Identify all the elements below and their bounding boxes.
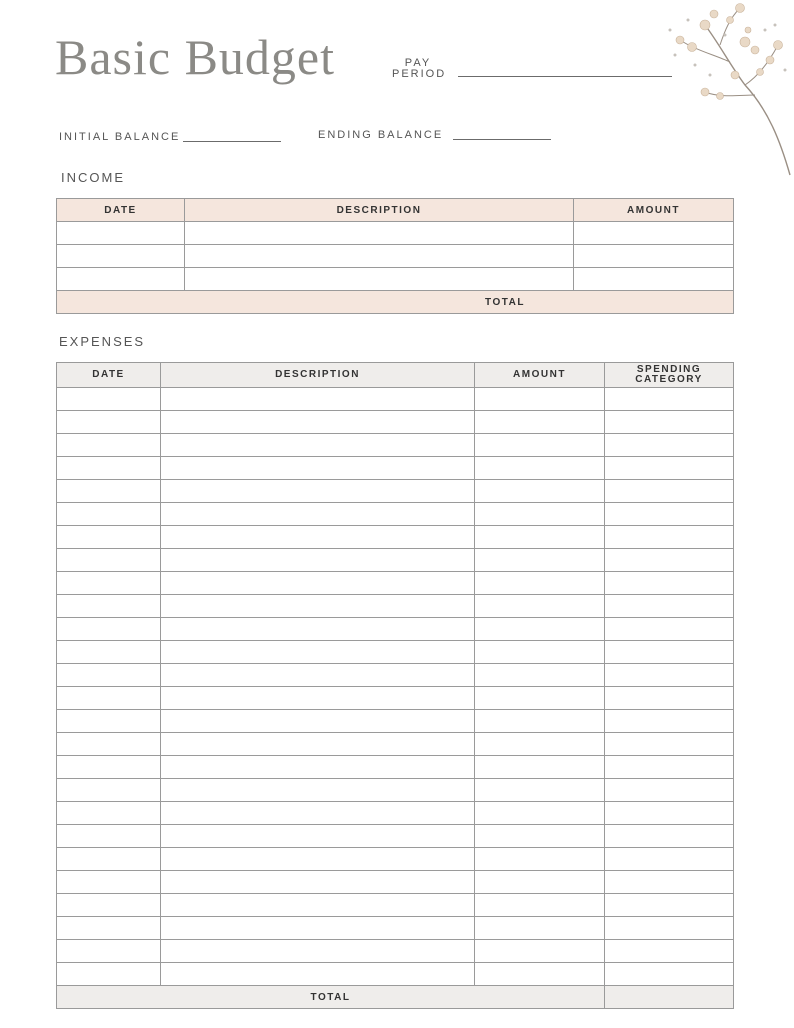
expense-description-cell[interactable] xyxy=(161,802,475,825)
table-row xyxy=(57,503,734,526)
expense-amount-cell[interactable] xyxy=(475,871,605,894)
expense-category-cell[interactable] xyxy=(605,595,734,618)
table-row xyxy=(57,526,734,549)
expense-description-cell[interactable] xyxy=(161,434,475,457)
expense-description-cell[interactable] xyxy=(161,388,475,411)
expenses-header-row xyxy=(57,363,734,388)
expense-description-cell[interactable] xyxy=(161,917,475,940)
table-row xyxy=(57,549,734,572)
income-date-cell[interactable] xyxy=(57,245,185,268)
expense-category-cell[interactable] xyxy=(605,618,734,641)
income-col-description: DESCRIPTION xyxy=(185,199,574,222)
table-row xyxy=(57,480,734,503)
income-description-cell[interactable] xyxy=(185,245,574,268)
expense-amount-cell[interactable] xyxy=(475,434,605,457)
income-header-row xyxy=(57,199,734,222)
expense-category-cell[interactable] xyxy=(605,940,734,963)
expense-description-cell[interactable] xyxy=(161,733,475,756)
expense-amount-cell[interactable] xyxy=(475,687,605,710)
table-row xyxy=(57,618,734,641)
expense-amount-cell[interactable] xyxy=(475,549,605,572)
expense-date-cell[interactable] xyxy=(57,917,161,940)
expense-date-cell[interactable] xyxy=(57,549,161,572)
expenses-table xyxy=(56,362,734,1009)
expense-date-cell[interactable] xyxy=(57,480,161,503)
expense-category-cell[interactable] xyxy=(605,480,734,503)
table-row xyxy=(57,434,734,457)
ending-balance-label: ENDING BALANCE xyxy=(318,129,444,141)
table-row xyxy=(57,388,734,411)
expense-amount-cell[interactable] xyxy=(475,595,605,618)
expense-date-cell[interactable] xyxy=(57,871,161,894)
expense-description-cell[interactable] xyxy=(161,871,475,894)
expense-amount-cell[interactable] xyxy=(475,618,605,641)
expense-category-cell[interactable] xyxy=(605,687,734,710)
table-row xyxy=(57,411,734,434)
income-description-cell[interactable] xyxy=(185,222,574,245)
expense-amount-cell[interactable] xyxy=(475,572,605,595)
expenses-total-row xyxy=(57,986,734,1009)
expense-description-cell[interactable] xyxy=(161,687,475,710)
table-row xyxy=(57,664,734,687)
expenses-total-value-cell[interactable] xyxy=(605,986,734,1009)
expense-amount-cell[interactable] xyxy=(475,779,605,802)
table-row xyxy=(57,940,734,963)
expense-date-cell[interactable] xyxy=(57,802,161,825)
expense-description-cell[interactable] xyxy=(161,825,475,848)
expense-date-cell[interactable] xyxy=(57,411,161,434)
income-amount-cell[interactable] xyxy=(574,268,734,291)
expenses-col-amount: AMOUNT xyxy=(475,363,605,388)
expense-category-cell[interactable] xyxy=(605,733,734,756)
expense-category-cell[interactable] xyxy=(605,802,734,825)
table-row xyxy=(57,802,734,825)
expense-amount-cell[interactable] xyxy=(475,710,605,733)
income-amount-cell[interactable] xyxy=(574,222,734,245)
table-row xyxy=(57,710,734,733)
table-row xyxy=(57,245,734,268)
expense-category-cell[interactable] xyxy=(605,664,734,687)
expenses-section-title: EXPENSES xyxy=(59,334,146,349)
expense-date-cell[interactable] xyxy=(57,733,161,756)
expense-category-cell[interactable] xyxy=(605,756,734,779)
expense-amount-cell[interactable] xyxy=(475,848,605,871)
expense-date-cell[interactable] xyxy=(57,595,161,618)
expense-date-cell[interactable] xyxy=(57,710,161,733)
table-row xyxy=(57,641,734,664)
expense-date-cell[interactable] xyxy=(57,825,161,848)
table-row xyxy=(57,687,734,710)
expenses-total-label: TOTAL xyxy=(57,986,605,1009)
expense-date-cell[interactable] xyxy=(57,618,161,641)
expense-amount-cell[interactable] xyxy=(475,388,605,411)
expense-category-cell[interactable] xyxy=(605,503,734,526)
expense-category-cell[interactable] xyxy=(605,549,734,572)
expense-description-cell[interactable] xyxy=(161,572,475,595)
expense-amount-cell[interactable] xyxy=(475,917,605,940)
expense-description-cell[interactable] xyxy=(161,963,475,986)
expense-amount-cell[interactable] xyxy=(475,480,605,503)
expense-amount-cell[interactable] xyxy=(475,411,605,434)
table-row xyxy=(57,457,734,480)
expenses-col-spending-category: SPENDING CATEGORY xyxy=(605,363,734,388)
page-title: Basic Budget xyxy=(55,29,336,85)
expense-date-cell[interactable] xyxy=(57,779,161,802)
expense-amount-cell[interactable] xyxy=(475,940,605,963)
expense-category-cell[interactable] xyxy=(605,411,734,434)
expense-description-cell[interactable] xyxy=(161,526,475,549)
income-col-amount: AMOUNT xyxy=(574,199,734,222)
expense-amount-cell[interactable] xyxy=(475,733,605,756)
expenses-col-date: DATE xyxy=(57,363,161,388)
expense-category-cell[interactable] xyxy=(605,871,734,894)
expense-date-cell[interactable] xyxy=(57,572,161,595)
table-row xyxy=(57,756,734,779)
expense-amount-cell[interactable] xyxy=(475,664,605,687)
table-row xyxy=(57,779,734,802)
table-row xyxy=(57,222,734,245)
expense-date-cell[interactable] xyxy=(57,687,161,710)
table-row xyxy=(57,595,734,618)
expense-description-cell[interactable] xyxy=(161,940,475,963)
expense-category-cell[interactable] xyxy=(605,825,734,848)
income-section-title: INCOME xyxy=(61,170,125,185)
expense-description-cell[interactable] xyxy=(161,549,475,572)
expense-description-cell[interactable] xyxy=(161,848,475,871)
expenses-col-description: DESCRIPTION xyxy=(161,363,475,388)
expense-category-cell[interactable] xyxy=(605,572,734,595)
income-amount-cell[interactable] xyxy=(574,245,734,268)
expense-description-cell[interactable] xyxy=(161,411,475,434)
expense-category-cell[interactable] xyxy=(605,848,734,871)
table-row xyxy=(57,268,734,291)
ending-balance-field[interactable] xyxy=(453,139,551,140)
table-row xyxy=(57,572,734,595)
expense-amount-cell[interactable] xyxy=(475,641,605,664)
expense-category-cell[interactable] xyxy=(605,963,734,986)
table-row xyxy=(57,894,734,917)
expense-date-cell[interactable] xyxy=(57,664,161,687)
expense-description-cell[interactable] xyxy=(161,641,475,664)
expense-description-cell[interactable] xyxy=(161,595,475,618)
expense-date-cell[interactable] xyxy=(57,963,161,986)
income-total-label: TOTAL xyxy=(57,291,734,314)
expense-amount-cell[interactable] xyxy=(475,756,605,779)
expense-description-cell[interactable] xyxy=(161,894,475,917)
expense-description-cell[interactable] xyxy=(161,457,475,480)
expense-description-cell[interactable] xyxy=(161,480,475,503)
income-total-row xyxy=(57,291,734,314)
expense-description-cell[interactable] xyxy=(161,618,475,641)
expense-amount-cell[interactable] xyxy=(475,457,605,480)
table-row xyxy=(57,825,734,848)
expense-category-cell[interactable] xyxy=(605,526,734,549)
expense-date-cell[interactable] xyxy=(57,940,161,963)
expense-category-cell[interactable] xyxy=(605,894,734,917)
expense-amount-cell[interactable] xyxy=(475,825,605,848)
expense-description-cell[interactable] xyxy=(161,664,475,687)
expense-description-cell[interactable] xyxy=(161,756,475,779)
expense-date-cell[interactable] xyxy=(57,756,161,779)
expense-category-cell[interactable] xyxy=(605,641,734,664)
income-date-cell[interactable] xyxy=(57,268,185,291)
expense-amount-cell[interactable] xyxy=(475,894,605,917)
income-col-date: DATE xyxy=(57,199,185,222)
pay-period-label: PAY PERIOD xyxy=(392,57,447,80)
expense-category-cell[interactable] xyxy=(605,710,734,733)
income-date-cell[interactable] xyxy=(57,222,185,245)
expense-date-cell[interactable] xyxy=(57,848,161,871)
expense-description-cell[interactable] xyxy=(161,710,475,733)
table-row xyxy=(57,848,734,871)
initial-balance-label: INITIAL BALANCE xyxy=(59,131,181,143)
pay-period-field[interactable] xyxy=(458,76,672,77)
expense-category-cell[interactable] xyxy=(605,917,734,940)
initial-balance-field[interactable] xyxy=(183,141,281,142)
expense-date-cell[interactable] xyxy=(57,434,161,457)
expense-date-cell[interactable] xyxy=(57,526,161,549)
expense-category-cell[interactable] xyxy=(605,779,734,802)
income-table xyxy=(56,198,734,314)
expense-category-cell[interactable] xyxy=(605,388,734,411)
expense-date-cell[interactable] xyxy=(57,894,161,917)
expense-date-cell[interactable] xyxy=(57,641,161,664)
expense-date-cell[interactable] xyxy=(57,388,161,411)
expense-category-cell[interactable] xyxy=(605,457,734,480)
table-row xyxy=(57,963,734,986)
floral-decoration-icon xyxy=(650,0,794,180)
expense-category-cell[interactable] xyxy=(605,434,734,457)
income-description-cell[interactable] xyxy=(185,268,574,291)
expense-date-cell[interactable] xyxy=(57,503,161,526)
expense-amount-cell[interactable] xyxy=(475,802,605,825)
expense-date-cell[interactable] xyxy=(57,457,161,480)
expense-description-cell[interactable] xyxy=(161,503,475,526)
table-row xyxy=(57,733,734,756)
expense-amount-cell[interactable] xyxy=(475,526,605,549)
expense-amount-cell[interactable] xyxy=(475,503,605,526)
expense-amount-cell[interactable] xyxy=(475,963,605,986)
table-row xyxy=(57,917,734,940)
expense-description-cell[interactable] xyxy=(161,779,475,802)
table-row xyxy=(57,871,734,894)
